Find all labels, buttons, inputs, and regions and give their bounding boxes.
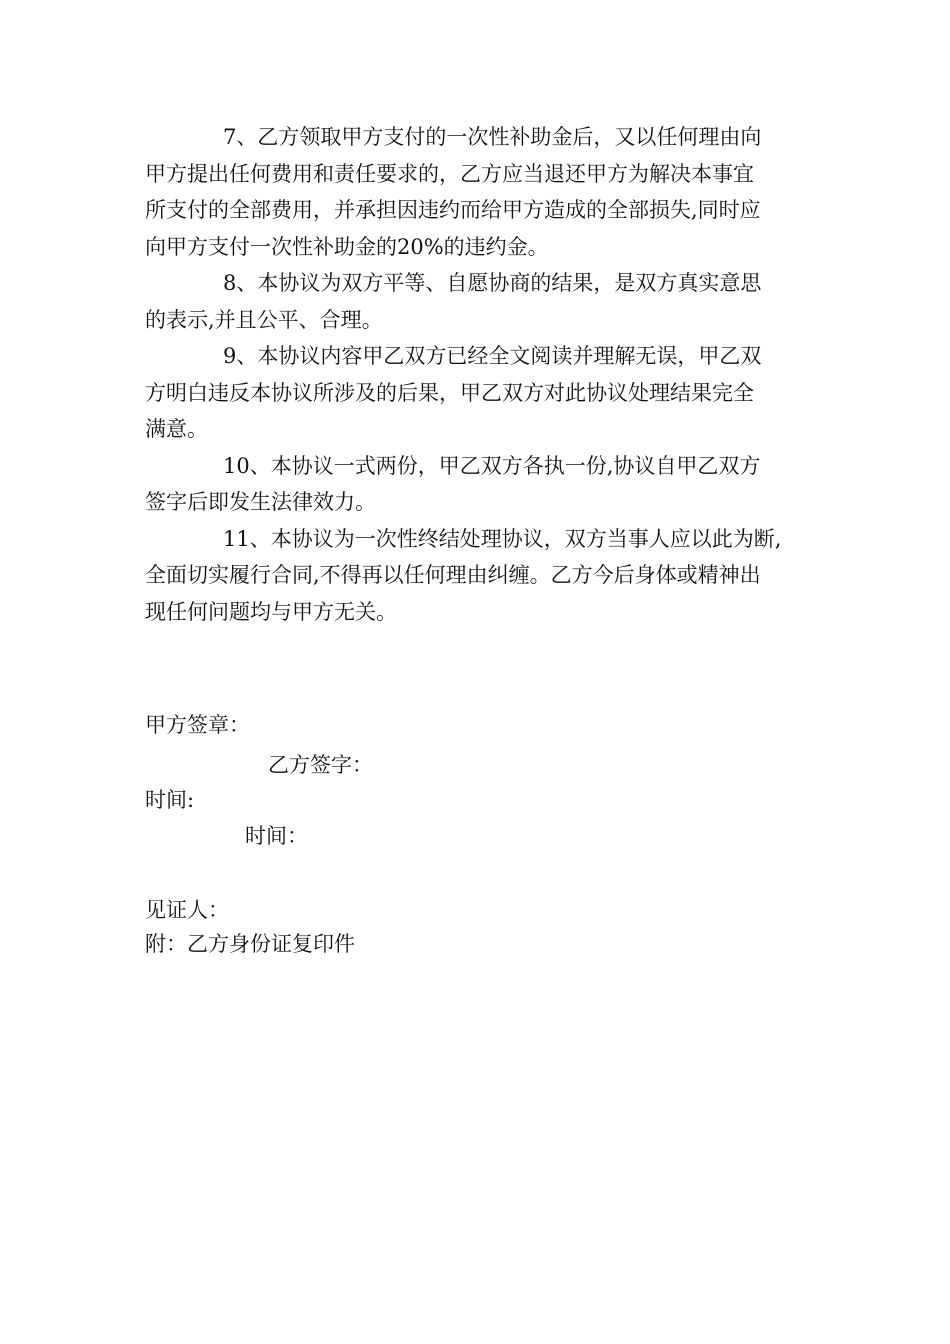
party-b-time-label: 时间： bbox=[245, 824, 308, 848]
clause-7 bbox=[145, 119, 810, 265]
agreement-clauses bbox=[145, 119, 810, 630]
clause-line: 全面切实履行合同,不得再以任何理由纠缠。乙方今后身体或精神出 bbox=[145, 563, 761, 587]
clause-line: 的表示,并且公平、合理。 bbox=[145, 307, 383, 332]
clause-line: 现任何问题均与甲方无关。 bbox=[145, 599, 397, 624]
clause-line: 10、本协议一式两份，甲乙双方各执一份,协议自甲乙双方 bbox=[223, 453, 761, 478]
clause-line: 所支付的全部费用，并承担因违约而给甲方造成的全部损失,同时应 bbox=[145, 198, 761, 222]
clause-line: 9、本协议内容甲乙双方已经全文阅读并理解无误，甲乙双 bbox=[223, 344, 762, 368]
clause-8 bbox=[145, 265, 810, 338]
clause-line: 7、乙方领取甲方支付的一次性补助金后，又以任何理由向 bbox=[223, 125, 762, 149]
clause-line: 11、本协议为一次性终结处理协议，双方当事人应以此为断, bbox=[223, 526, 782, 551]
clause-line: 签字后即发生法律效力。 bbox=[145, 490, 376, 514]
clause-9 bbox=[145, 338, 810, 448]
attachment-note: 附：乙方身份证复印件 bbox=[145, 932, 355, 956]
clause-line: 向甲方支付一次性补助金的20%的违约金。 bbox=[145, 234, 549, 259]
party-a-signature-label: 甲方签章： bbox=[145, 713, 250, 737]
clause-line: 8、本协议为双方平等、自愿协商的结果，是双方真实意思 bbox=[223, 271, 762, 295]
party-b-signature-label: 乙方签字： bbox=[268, 753, 373, 777]
party-a-time-label: 时间: bbox=[145, 788, 195, 812]
clause-11 bbox=[145, 521, 810, 631]
witness-label: 见证人： bbox=[145, 898, 229, 922]
clause-line: 方明白违反本协议所涉及的后果，甲乙双方对此协议处理结果完全 bbox=[145, 380, 754, 405]
clause-line: 甲方提出任何费用和责任要求的，乙方应当退还甲方为解决本事宜 bbox=[145, 161, 754, 186]
clause-line: 满意。 bbox=[145, 417, 208, 441]
clause-10 bbox=[145, 448, 810, 521]
